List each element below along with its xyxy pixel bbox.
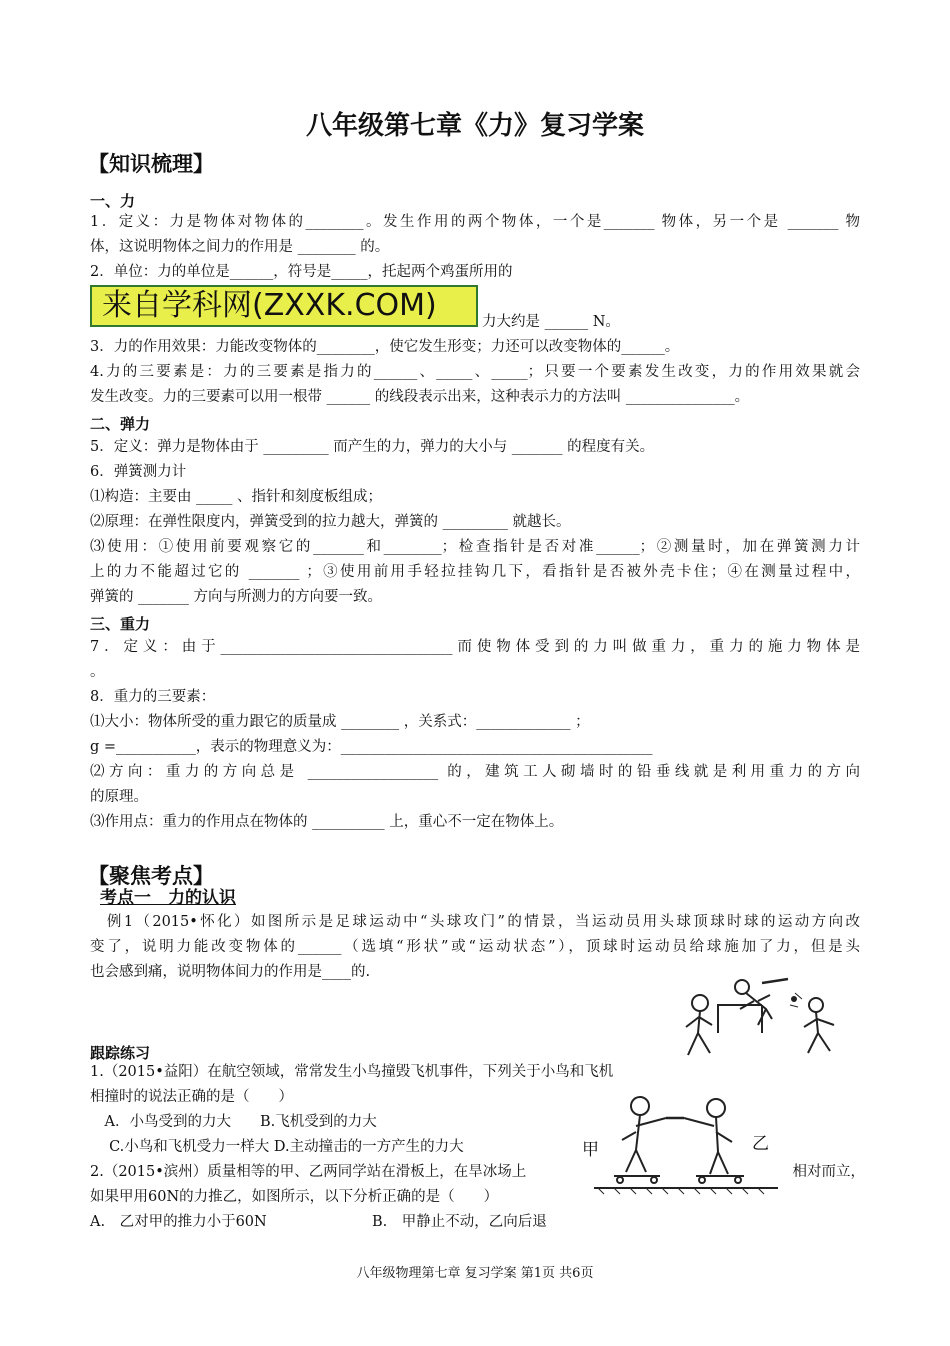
text-line: 7．定义：由于________________________________而使物体受到的力叫做重力，重力的施力物体是	[90, 639, 860, 655]
text-line: 相对而立，	[792, 1164, 865, 1180]
text-line: 5．定义：弹力是物体由于 _________ 而产生的力，弹力的大小与 _______ 的程度有关。	[90, 439, 655, 455]
text-line: ⑶使用：①使用前要观察它的_______和________；检查指针是否对准______；②测量时，加在弹簧测力计	[90, 539, 860, 555]
topic-one-heading: 考点一 力的认识	[100, 888, 236, 908]
text-line: 3．力的作用效果：力能改变物体的________，使它发生形变；力还可以改变物体的______。	[90, 339, 680, 355]
page-title: 八年级第七章《力》复习学案	[305, 111, 644, 141]
practice-heading: 跟踪练习	[90, 1044, 151, 1062]
text-line: 发生改变。力的三要素可以用一根带 ______ 的线段表示出来，这种表示力的方法叫 _______________。	[90, 389, 750, 405]
subsection-force: 一、力	[90, 192, 136, 210]
soccer-header-figure	[670, 975, 860, 1060]
text-line: 。	[90, 664, 105, 680]
text-line: 上的力不能超过它的 _______ ；③使用前用手轻拉挂钩几下，看指针是否被外壳卡住；④在测量过程中，	[90, 564, 860, 580]
text-line: A．小鸟受到的力大 B.飞机受到的力大	[90, 1114, 377, 1130]
text-line: 2．单位：力的单位是______，符号是_____，托起两个鸡蛋所用的	[90, 264, 513, 280]
text-line: 变了，说明力能改变物体的______（选填“形状”或“运动状态”），顶球时运动员给球施加了力，但是头	[90, 939, 860, 955]
text-line: ⑴大小：物体所受的重力跟它的质量成 ________ ，关系式：_____________ ；	[90, 714, 590, 730]
text-line: 1.（2015•益阳）在航空领域，常常发生小鸟撞毁飞机事件，下列关于小鸟和飞机	[90, 1064, 614, 1080]
text-line: 2.（2015•滨州）质量相等的甲、乙两同学站在滑板上，在旱冰场上	[90, 1164, 527, 1180]
subsection-elastic: 二、弹力	[90, 415, 151, 433]
text-line: 也会感到痛，说明物体间力的作用是____的.	[90, 964, 371, 980]
text-line: 例1（2015•怀化）如图所示是足球运动中“头球攻门”的情景，当运动员用头球顶球时球的运动方向改	[90, 914, 860, 930]
text-line: 6．弹簧测力计	[90, 464, 187, 480]
text-line: A. 乙对甲的推力小于60N	[90, 1214, 267, 1230]
text-line: C.小鸟和飞机受力一样大 D.主动撞击的一方产生的力大	[90, 1139, 464, 1155]
text-line: 4.力的三要素是：力的三要素是指力的______、_____、_____；只要一个要素发生改变，力的作用效果就会	[90, 364, 860, 380]
text-line: 力大约是 ______ N。	[482, 314, 620, 330]
page-footer: 八年级物理第七章 复习学案 第1页 共6页	[356, 1266, 594, 1281]
text-line: 的原理。	[90, 789, 148, 805]
text-line: g =___________，表示的物理意义为：___________________________________________	[90, 739, 653, 755]
text-line: ⑶作用点：重力的作用点在物体的 __________ 上，重心不一定在物体上。	[90, 814, 564, 830]
text-line: ⑴构造：主要由 _____ 、指针和刻度板组成；	[90, 489, 382, 505]
figure-label-jia: 甲	[582, 1140, 599, 1160]
text-line: 相撞时的说法正确的是（ ）	[90, 1089, 293, 1105]
text-line: ⑵原理：在弹性限度内，弹簧受到的拉力越大，弹簧的 _________ 就越长。	[90, 514, 571, 530]
text-line: 8．重力的三要素：	[90, 689, 216, 705]
figure-label-yi: 乙	[752, 1134, 769, 1154]
text-line: B. 甲静止不动，乙向后退	[372, 1214, 547, 1230]
text-line: 如果甲用60N的力推乙，如图所示，以下分析正确的是（ ）	[90, 1189, 499, 1205]
text-line: 弹簧的 _______ 方向与所测力的方向要一致。	[90, 589, 382, 605]
ball-icon	[791, 996, 797, 1002]
text-line: ⑵方向：重力的方向总是 __________________ 的，建筑工人砌墙时的铅垂线就是利用重力的方向	[90, 764, 860, 780]
section-focus-heading: 【聚焦考点】	[88, 864, 214, 888]
section-knowledge-heading: 【知识梳理】	[88, 152, 214, 176]
text-line: 体，这说明物体之间力的作用是 ________ 的。	[90, 239, 390, 255]
text-line: 1．定义：力是物体对物体的________。发生作用的两个物体，一个是_______ 物体，另一个是 _______ 物	[90, 214, 860, 230]
watermark-logo: 来自学科网(ZXXK.COM)	[90, 285, 478, 327]
subsection-gravity: 三、重力	[90, 615, 151, 633]
